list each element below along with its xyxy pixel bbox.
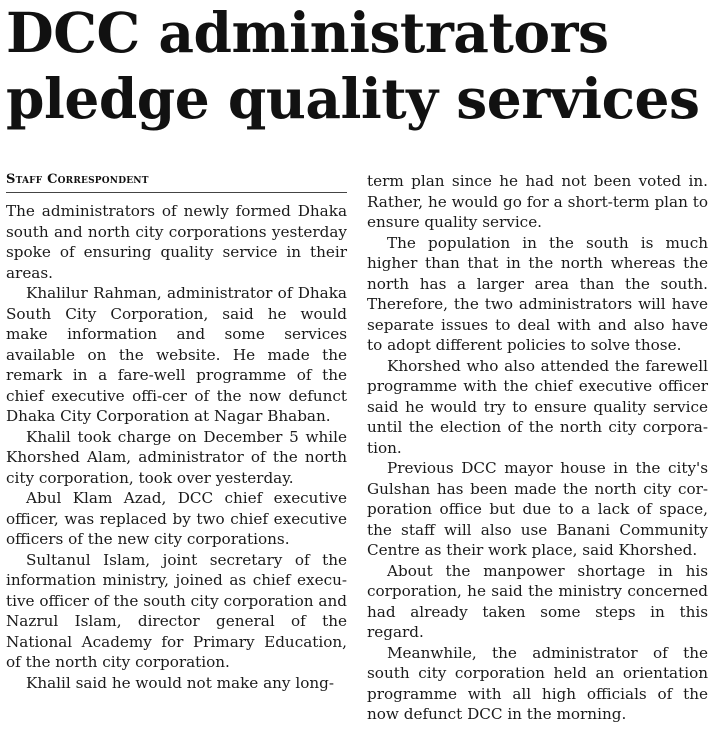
paragraph: The population in the south is much higher than that in the north whereas the north has a larger area than the south. Therefore, the two administrators will have separate issues to deal with and also have to adopt different policies to solve those. — [367, 233, 708, 354]
paragraph: Khalilur Rahman, administrator of Dhaka South City Corporation, said he would make information and some services available on the website. He made the remark in a fare-well programme of the chief executive offi-cer of the now defunct Dhaka City Corporation at Nagar Bhaban. — [6, 284, 347, 425]
right-column — [367, 171, 708, 725]
headline-line-2: pledge quality services — [6, 66, 700, 131]
headline-line-1: DCC administrators — [6, 0, 609, 65]
paragraph: Khorshed who also attended the farewell programme with the chief executive officer said he would try to ensure quality service until the election of the north city corpora-tion. — [367, 356, 708, 457]
paragraph: Previous DCC mayor house in the city's Gulshan has been made the north city cor-poration office but due to a lack of space, the staff will also use Banani Community Centre as their work place, said Khorshed. — [367, 459, 708, 559]
left-column — [6, 170, 347, 693]
paragraph: Sultanul Islam, joint secretary of the information ministry, joined as chief execu-tive officer of the south city corporation and Nazrul Islam, director general of the National Academy for Primary Education, of the north city corporation. — [6, 550, 347, 671]
paragraph: term plan since he had not been voted in. Rather, he would go for a short-term plan to ensure quality service. — [367, 172, 708, 231]
byline: Staff Correspondent — [6, 170, 347, 193]
paragraph: Khalil took charge on December 5 while Khorshed Alam, administrator of the north city corporation, took over yesterday. — [6, 427, 347, 487]
paragraph: The administrators of newly formed Dhaka south and north city corporations yesterday spoke of ensuring quality service in their areas. — [6, 202, 347, 282]
paragraph: Abul Klam Azad, DCC chief executive officer, was replaced by two chief executive officers of the new city corporations. — [6, 489, 347, 548]
paragraph: Meanwhile, the administrator of the south city corporation held an orientation programme with all high officials of the now defunct DCC in the morning. — [367, 643, 708, 723]
paragraph: Khalil said he would not make any long- — [26, 673, 334, 692]
headline — [6, 0, 706, 132]
paragraph: About the manpower shortage in his corporation, he said the ministry concerned had already taken some steps in this regard. — [367, 561, 708, 641]
